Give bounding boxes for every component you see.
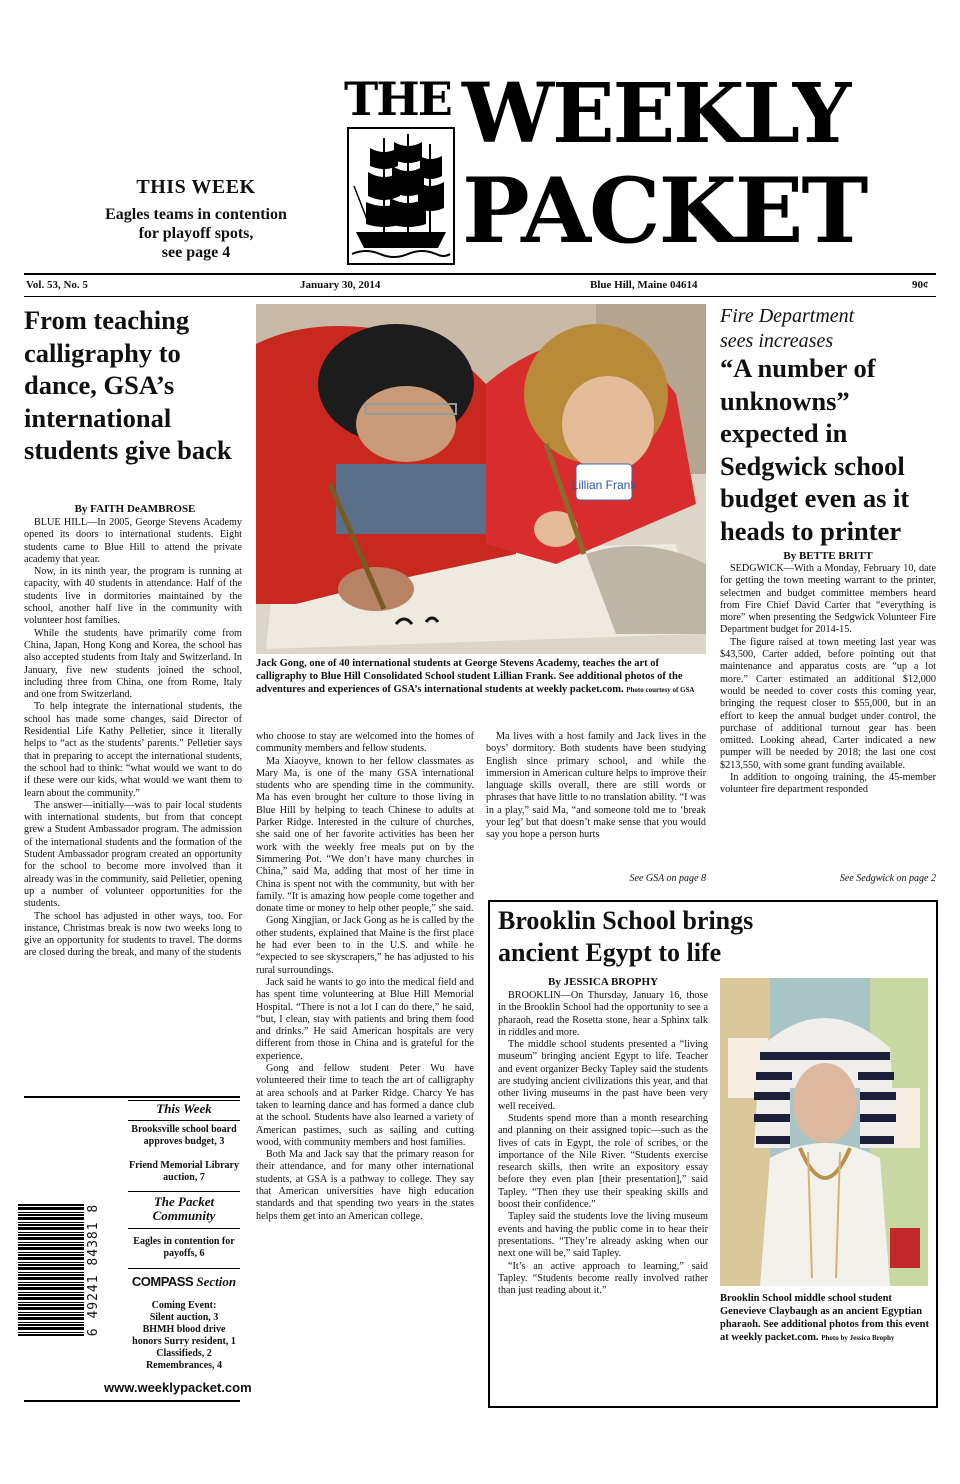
lead-paragraph: Ma Xiaoyve, known to her fellow classmates as Mary Ma, is one of the many GSA international students who are spending time in the community. Ma has even brought her culture to those living in Blue Hill by helping to teach Chinese to adults at Parker Ridge. Interested in the culture of churches, she said one of her favorite activities has been her work with the weekly free meals put on by the Simmering Pot. “We don’t have many churches in China,” said Ma, adding that most of her time in China is spent not with the community, but with her family. “It is amazing how people come together and donate time or money to help other people,” she said. — [256, 755, 474, 915]
community-index-heading: The Packet Community — [152, 1194, 216, 1223]
index-item: Eagles in contention for payoffs, 6 — [133, 1236, 235, 1259]
masthead-weekly: WEEKLY — [462, 66, 850, 162]
compass-section-heading — [128, 1274, 240, 1290]
folio-date: January 30, 2014 — [300, 279, 381, 291]
masthead — [340, 66, 940, 268]
index-divider — [128, 1268, 240, 1269]
masthead-the: THE — [344, 72, 451, 126]
teaser-heading: THIS WEEK — [136, 176, 256, 198]
lead-column-1 — [24, 517, 242, 1089]
lead-paragraph: While the students have primarily come from China, Japan, Hong Kong and Korea, the school has also accepted students from Italy and Switzerland. In January, five new students joined the school, including three from China, one from Rome, Italy and one from Switzerland. — [24, 627, 242, 701]
compass-section-label: Section — [196, 1274, 237, 1289]
brooklin-body — [498, 990, 708, 1398]
lead-column-3 — [486, 731, 706, 865]
index-bottom-rule — [24, 1400, 240, 1402]
fire-paragraph: In addition to ongoing training, the 45-member volunteer fire department responded — [720, 772, 936, 796]
lead-headline: From teaching calligraphy to dance, GSA’s international students give back — [24, 305, 232, 465]
fire-paragraph: SEDGWICK—With a Monday, February 10, date for getting the town meeting warrant to the printer, selectmen and budget committee members heard from Fire Chief David Carter that “everything is more” when presenting the Sedgwick Volunteer Fire Department budget for 2014-15. — [720, 563, 936, 636]
index-top-rule — [24, 1096, 240, 1098]
compass-item: Remembrances, 4 — [145, 1360, 223, 1371]
brooklin-caption-text: Brooklin School middle school student Genevieve Claybaugh as an ancient Egyptian pharaoh. See additional photos from this event at weekly packet.com. — [720, 1293, 929, 1343]
brooklin-caption-credit: Photo by Jessica Brophy — [821, 1334, 895, 1342]
lead-photo-caption — [256, 657, 706, 697]
compass-item: BHMH blood drive honors Surry resident, 1 — [132, 1324, 236, 1347]
barcode-digits: 6 49241 84381 8 — [86, 1203, 101, 1337]
fire-byline: By BETTE BRITT — [783, 550, 873, 562]
brooklin-paragraph: “It’s an active approach to learning,” said Tapley. “Students become really involved rather than just reading about it.” — [498, 1260, 708, 1297]
folio-volume: Vol. 53, No. 5 — [26, 279, 88, 291]
fire-paragraph: The figure raised at town meeting last year was $43,500, Carter added, before pointing out that maintenance and apparatus costs are “up a lot more.” Carter estimated an additional $12,000 would be needed to cover costs this coming year, bringing the request closer to $55,000, but in an effort to keep the annual budget under control, the purchase of additional turnout gear has been omitted. Looking ahead, Carter indicated a new pumper will be needed by 2018; the last one cost $213,550, with some grant funding available. — [720, 636, 936, 771]
folio-top-rule — [24, 273, 936, 275]
index-divider — [128, 1191, 240, 1192]
folio-place: Blue Hill, Maine 04614 — [590, 279, 698, 291]
lead-paragraph: Gong Xingjian, or Jack Gong as he is called by the other students, explained that Maine is the first place he had ever been to in the U.S. and while he “expected to see skyscrapers,” he has adjusted to his rural surroundings. — [256, 915, 474, 976]
ship-logo-icon — [346, 126, 456, 266]
this-week-index-heading: This Week — [156, 1101, 212, 1116]
lead-paragraph: To help integrate the international students, the school has made some changes, said Director of Residential Life Kathy Pelletier, since it literally helps to “act as the students’ parents.” Pelletier says that in preparing to accept the international students, the school had to think: “what would we want to do if these were our kids, what would we want them to learn about the community.” — [24, 701, 242, 799]
compass-brand: COMPASS — [131, 1274, 194, 1289]
fire-headline: “A number of unknowns” expected in Sedgwick school budget even as it heads to printer — [720, 353, 910, 546]
calligraphy-photo-image — [256, 304, 706, 654]
lead-paragraph: The school has adjusted in other ways, too. For instance, Christmas break is now two weeks long to give an opportunity for students to travel. The dorms are closed during the break, and many of the students — [24, 910, 242, 959]
index-divider — [128, 1120, 240, 1121]
compass-item: Coming Event: — [151, 1300, 217, 1311]
fire-jump-link[interactable]: See Sedgwick on page 2 — [839, 873, 936, 884]
lead-jump-link[interactable]: See GSA on page 8 — [629, 873, 706, 884]
pharaoh-photo-image — [720, 978, 928, 1286]
brooklin-byline: By JESSICA BROPHY — [547, 976, 659, 988]
folio-price: 90¢ — [912, 279, 929, 291]
lead-caption-credit: Photo courtesy of GSA — [626, 686, 695, 694]
lead-paragraph: Ma lives with a host family and Jack lives in the boys’ dormitory. Both students have been studying English since primary school, and while the immersion in American culture helps to improve their language skills overall, there are still words or phrases that have little to no translation ability. “I was in a play,” said Ma, “and someone told me to ‘break your leg’ but that doesn’t make sense that you would say you hope a person hurts — [486, 731, 706, 841]
lead-caption-text: Jack Gong, one of 40 international students at George Stevens Academy, teaches the art of calligraphy to Blue Hill Consolidated School student Lillian Frank. See additional photos of the adventures and experiences of GSA’s international students at weekly packet.com. — [256, 658, 683, 695]
compass-item: Classifieds, 2 — [156, 1348, 212, 1359]
brooklin-paragraph: The middle school students presented a “living museum” bringing ancient Egypt to life. Teacher and event organizer Becky Tapley said the students are studying ancient civilizations this year, and that other living museums in the past have been very well received. — [498, 1039, 708, 1112]
index-divider — [128, 1228, 240, 1229]
brooklin-headline: Brooklin School brings ancient Egypt to life — [498, 906, 754, 967]
teaser-line: see page 4 — [161, 244, 231, 261]
compass-item: Silent auction, 3 — [149, 1312, 219, 1323]
lead-paragraph: The answer—initially—was to pair local students with international students, but from that concept grew a Student Ambassador program. The admission of the international students and the formation of the Student Ambassador program created an opportunity for the school to become more involved than it already was in the community, said Pelletier, opening up a number of volunteer opportunities for the students. — [24, 799, 242, 910]
brooklin-paragraph: Students spend more than a month researching and planning on their assigned topic—such as the lives of cats in Egypt, the role of scribes, or the importance of the Nile River. “Students exercise research skills, then write an expository essay before they even plan [their presentation],” said Tapley. “Then they use their speaking skills and boost their confidence.” — [498, 1112, 708, 1211]
lead-paragraph: Now, in its ninth year, the program is running at capacity, with 40 students in attendance. Half of the students live in dormitories maintained by the school, another half live in the community with volunteer host families. — [24, 566, 242, 627]
lead-paragraph: Gong and fellow student Peter Wu have volunteered their time to teach the art of calligraphy at area schools and at Parker Ridge. Charcy Ye has taken to learning dance and has formed a dance club at the school. Students have also learned a variety of American pastimes, such as sailing and cutting wood, with community members and host families. — [256, 1063, 474, 1148]
lead-paragraph: who choose to stay are welcomed into the homes of community members and fellow students. — [256, 731, 474, 755]
barcode — [14, 1196, 106, 1344]
index-item: Brooksville school board approves budget, 3 — [131, 1124, 237, 1147]
lead-photo — [256, 304, 706, 654]
lead-byline: By FAITH DeAMBROSE — [74, 503, 196, 515]
brooklin-photo-caption — [720, 1292, 930, 1345]
this-week-teaser — [80, 176, 312, 262]
index-item: Friend Memorial Library auction, 7 — [129, 1160, 239, 1183]
fire-kicker: Fire Department sees increases — [720, 305, 855, 352]
barcode-rotated — [14, 1196, 106, 1344]
lead-column-2 — [256, 731, 474, 1395]
brooklin-photo — [720, 978, 928, 1286]
lead-paragraph: BLUE HILL—In 2005, George Stevens Academy opened its doors to international students. Eight students came to Blue Hill to attend the private academy that year. — [24, 517, 242, 565]
masthead-packet: PACKET — [462, 158, 867, 264]
folio-bottom-rule — [24, 296, 936, 297]
lead-paragraph: Both Ma and Jack say that the primary reason for their attendance, and for many other international students, at GSA is a pathway to college. They say that American universities have high education standards and that spending two years in the states helps them get into an American college. — [256, 1149, 474, 1222]
brooklin-paragraph: Tapley said the students love the living museum events and having the public come in to hear their presentations. “They’re already asking when our next one will be,” said Tapley. — [498, 1211, 708, 1260]
barcode-bars — [18, 1204, 84, 1336]
website-link[interactable]: www.weeklypacket.com — [104, 1380, 252, 1395]
teaser-line: for playoff spots, — [138, 225, 254, 242]
teaser-line: Eagles teams in contention — [105, 206, 287, 223]
fire-body — [720, 563, 936, 865]
name-tag-label: Lillian Frank — [571, 478, 637, 492]
lead-paragraph: Jack said he wants to go into the medical field and has spent time volunteering at Blue Hill Memorial Hospital. “There is not a lot I can do there,” he said, “but, I clean, stay with patients and bring them food and drinks.” He said American hospitals are very different from those in China and is grateful for the experience. — [256, 976, 474, 1062]
brooklin-paragraph: BROOKLIN—On Thursday, January 16, those in the Brooklin School had the opportunity to see a pharaoh, read the Rosetta stone, hear a Sphinx talk in riddles and more. — [498, 990, 708, 1038]
